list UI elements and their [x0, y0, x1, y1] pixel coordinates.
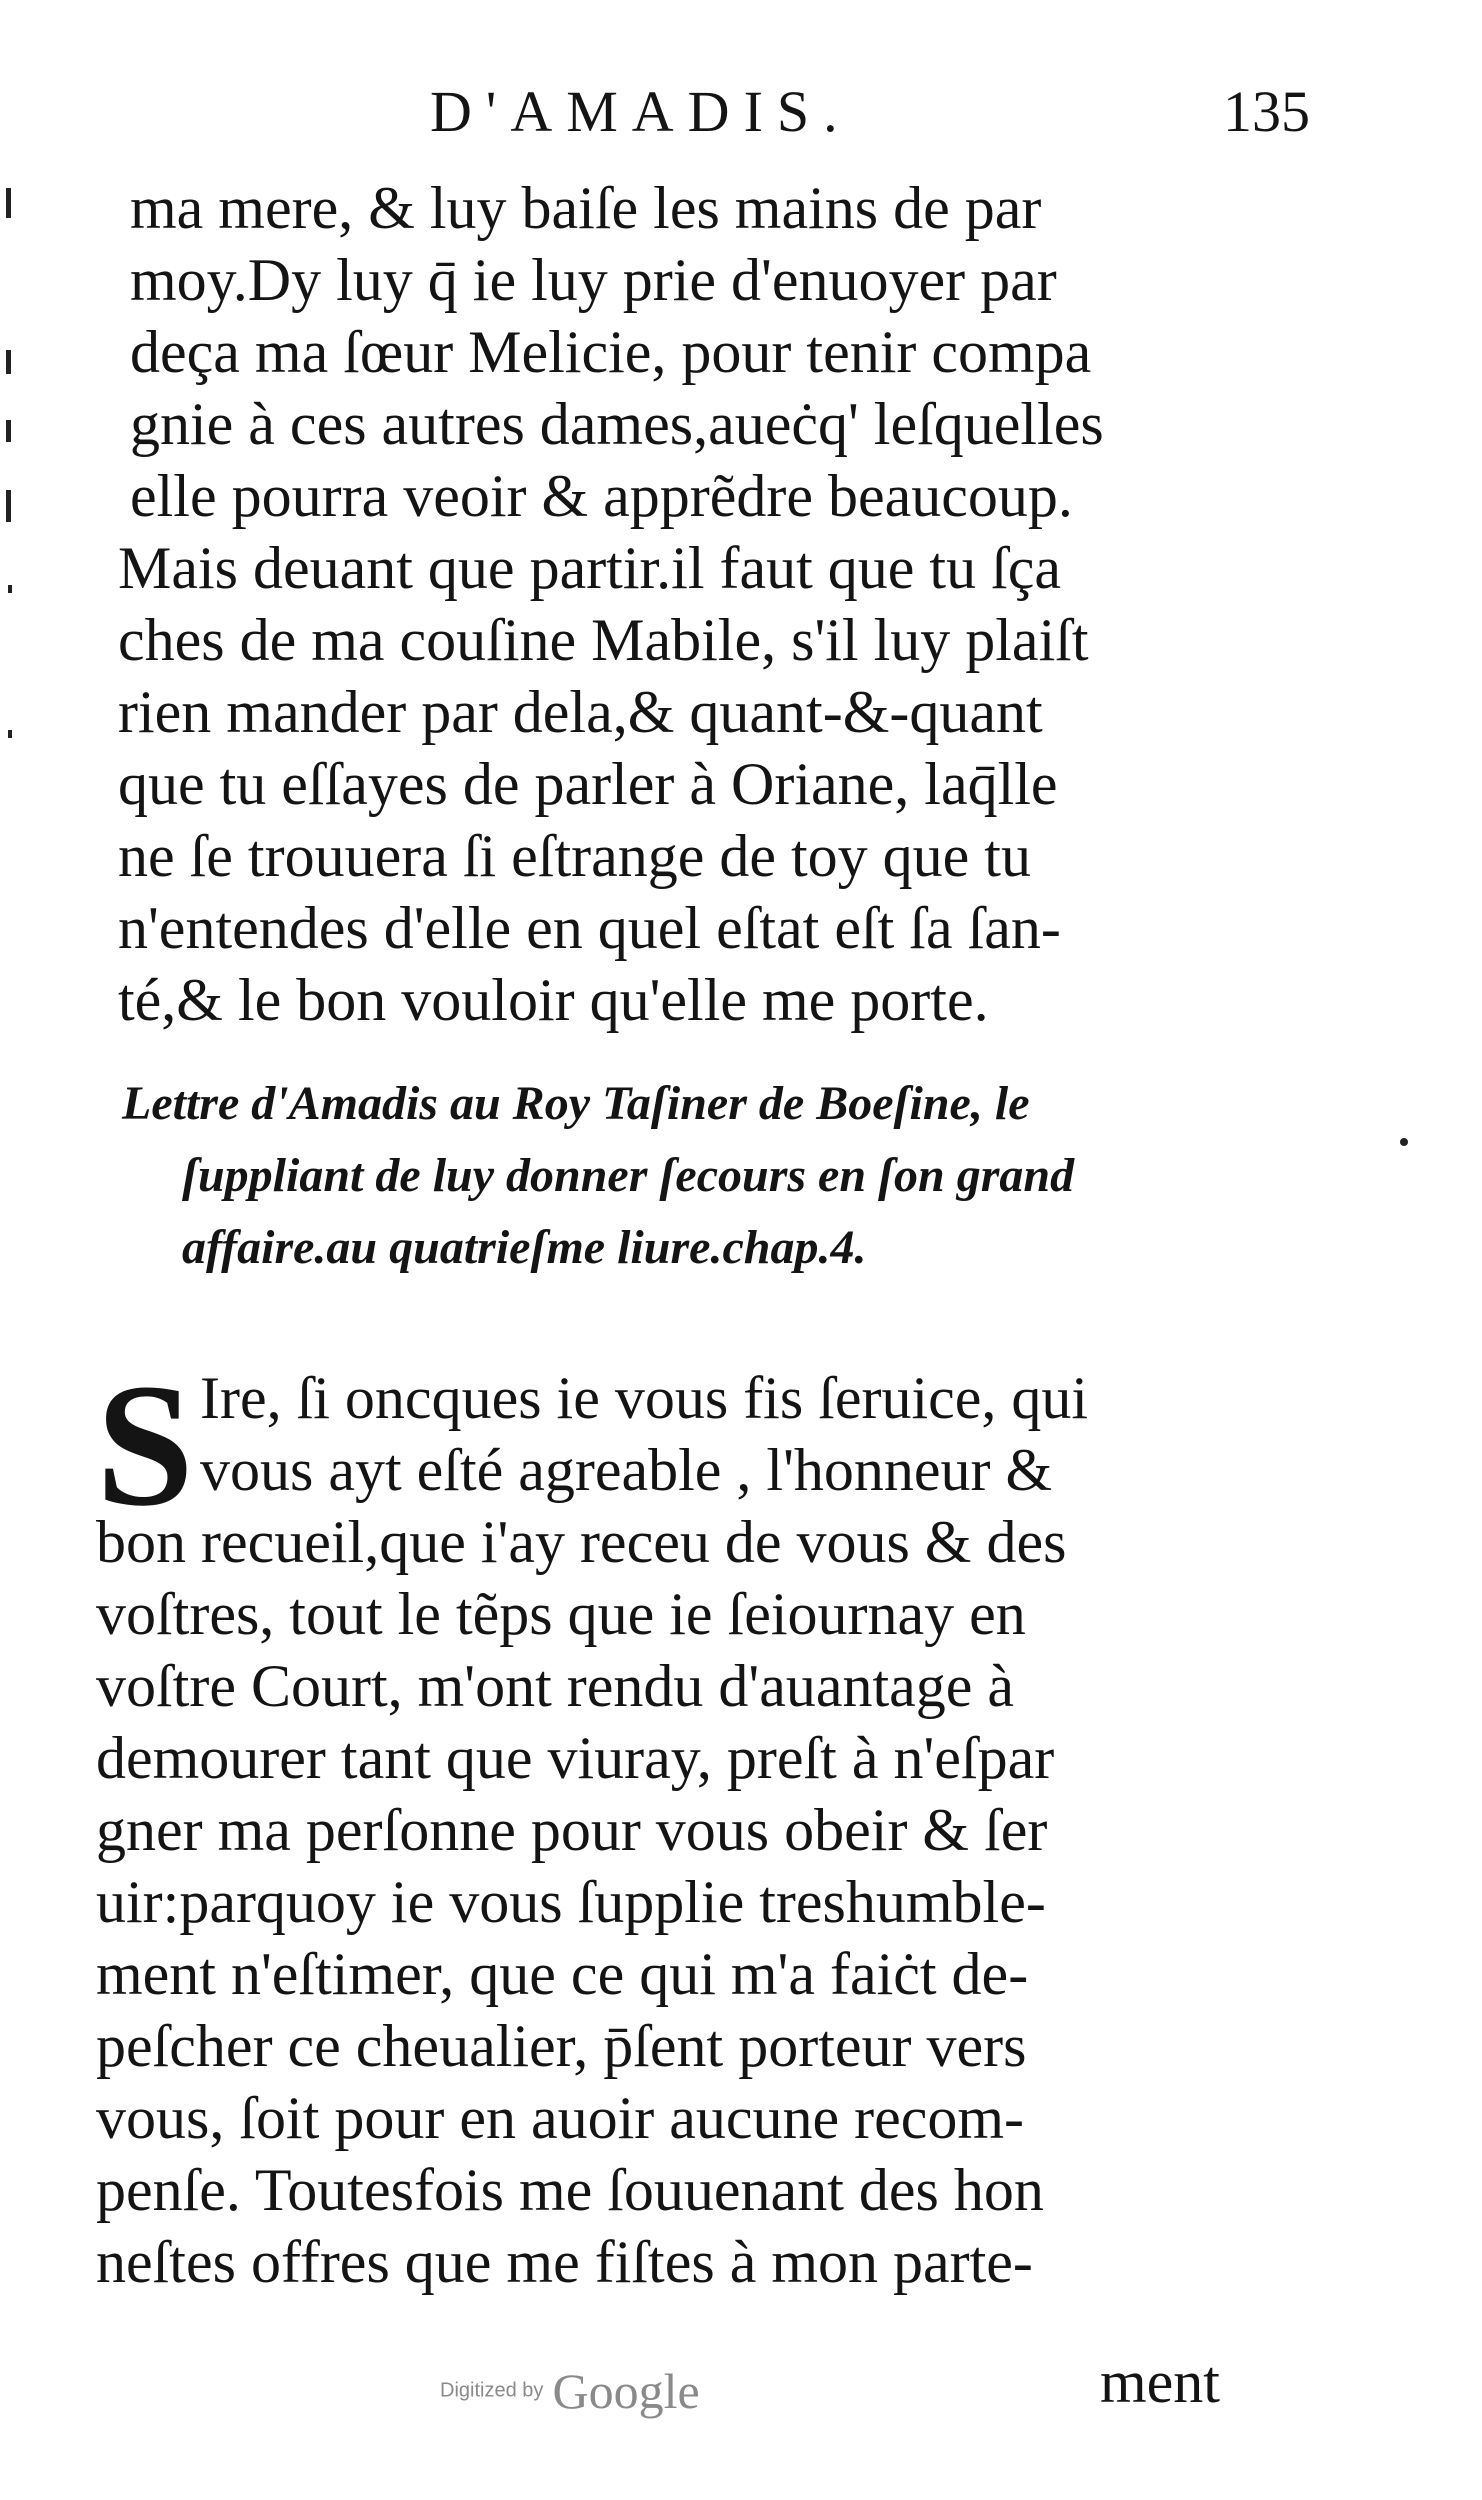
body-line: rien mander par dela,& quant-&-quant — [118, 679, 1043, 745]
bleed-mark — [6, 188, 11, 218]
body-line: ma mere, & luy baiſe les mains de par — [130, 175, 1042, 241]
letter-line: vous, ſoit pour en auoir aucune recom- — [96, 2085, 1025, 2151]
page-number: 135 — [1223, 79, 1310, 144]
body-line: té,& le bon vouloir qu'elle me porte. — [118, 967, 989, 1033]
running-head — [430, 78, 1310, 158]
letter-line: bon recueil,que i'ay receu de vous & des — [96, 1509, 1067, 1575]
bleed-mark — [6, 490, 11, 522]
body-line: elle pourra veoir & apprẽdre beaucoup. — [130, 463, 1073, 529]
letter-line: neſtes offres que me fiſtes à mon parte- — [96, 2229, 1033, 2295]
heading-line: Lettre d'Amadis au Roy Taſiner de Boeſine, le — [122, 1077, 1030, 1130]
letter-line: vous ayt eſté agreable , l'honneur & — [200, 1437, 1053, 1503]
bleed-mark — [8, 585, 12, 593]
bleed-mark — [6, 420, 11, 442]
bleed-mark — [6, 350, 11, 374]
body-line: moy.Dy luy q̄ ie luy prie d'enuoyer par — [130, 247, 1057, 313]
catchword: ment — [1100, 2349, 1220, 2415]
body-line: ne ſe trouuera ſi eſtrange de toy que tu — [118, 823, 1031, 889]
letter-line: ment n'eſtimer, que ce qui m'a faiċt de- — [96, 1941, 1029, 2007]
letter-line: demourer tant que viuray, preſt à n'eſpar — [96, 1725, 1055, 1791]
speck-mark — [1400, 1138, 1408, 1146]
body-line: n'entendes d'elle en quel eſtat eſt ſa ſan- — [118, 895, 1061, 961]
letter-line: voſtre Court, m'ont rendu d'auantage à — [96, 1653, 1015, 1719]
letter-line: penſe. Toutesfois me ſouuenant des hon — [96, 2157, 1044, 2223]
letter-line: peſcher ce cheualier, p̄ſent porteur vers — [96, 2013, 1027, 2079]
letter-line: uir:parquoy ie vous ſupplie treshumble- — [96, 1869, 1046, 1935]
body-line: gnie à ces autres dames,aueċq' leſquelles — [130, 391, 1104, 457]
watermark-prefix: Digitized by — [440, 2379, 544, 2402]
watermark-brand: Google — [552, 2363, 700, 2419]
letter-line: voſtres, tout le tẽps que ie ſeiournay en — [96, 1581, 1026, 1647]
body-line: Mais deuant que partir.il faut que tu ſça — [118, 535, 1062, 601]
heading-line: ſuppliant de luy donner ſecours en ſon grand — [182, 1149, 1075, 1202]
body-line: deça ma ſœur Melicie, pour tenir compa — [130, 319, 1092, 385]
drop-cap: S — [96, 1348, 194, 1543]
running-title: D'AMADIS. — [430, 79, 852, 144]
letter-line: gner ma perſonne pour vous obeir & ſer — [96, 1797, 1048, 1863]
letter-line: Ire, ſi oncques ie vous fis ſeruice, qui — [200, 1365, 1089, 1431]
digitization-watermark — [440, 2362, 700, 2420]
body-line: ches de ma couſine Mabile, s'il luy plaiſt — [118, 607, 1089, 673]
heading-line: affaire.au quatrieſme liure.chap.4. — [182, 1221, 867, 1274]
body-line: que tu eſſayes de parler à Oriane, laq̄lle — [118, 751, 1058, 817]
bleed-mark — [8, 730, 12, 738]
